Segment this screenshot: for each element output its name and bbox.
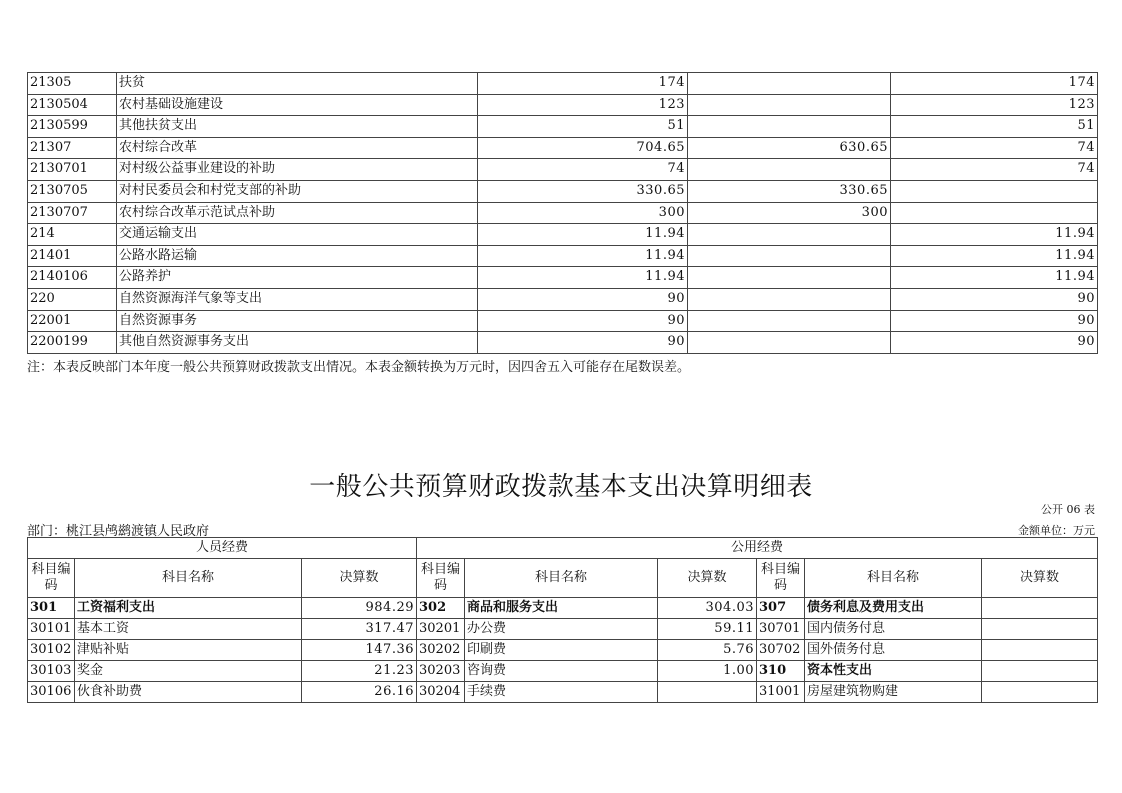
table-row: [28, 73, 1098, 95]
amount-total-cell: 90: [478, 332, 688, 354]
amount-basic-cell: [688, 267, 891, 289]
subject-name-cell: 国外债务付息: [805, 640, 982, 661]
subject-code-cell: 302: [417, 598, 465, 619]
amount-total-cell: 704.65: [478, 137, 688, 159]
amount-basic-cell: [688, 224, 891, 246]
table-row: [28, 332, 1098, 354]
subject-code-cell: 301: [28, 598, 75, 619]
amount-total-cell: 90: [478, 310, 688, 332]
subject-name-cell: 其他自然资源事务支出: [117, 332, 478, 354]
amount-cell: [658, 682, 757, 703]
amount-project-cell: [891, 202, 1098, 224]
amount-project-cell: 74: [891, 137, 1098, 159]
subject-name-cell: 农村综合改革: [117, 137, 478, 159]
detail-table-body: [28, 538, 1098, 703]
amount-project-cell: 11.94: [891, 224, 1098, 246]
col-code-header: 科目编码: [417, 559, 465, 598]
subject-code-cell: 2130707: [28, 202, 117, 224]
col-amount-header: 决算数: [658, 559, 757, 598]
amount-cell: 5.76: [658, 640, 757, 661]
table-row: [28, 137, 1098, 159]
subject-code-cell: 30101: [28, 619, 75, 640]
amount-cell: 59.11: [658, 619, 757, 640]
amount-basic-cell: [688, 159, 891, 181]
amount-basic-cell: [688, 116, 891, 138]
subject-code-cell: 30102: [28, 640, 75, 661]
subject-name-cell: 伙食补助费: [75, 682, 302, 703]
amount-project-cell: 123: [891, 94, 1098, 116]
department-label: 部门：桃江县鸬鹚渡镇人民政府: [27, 524, 210, 539]
col-name-header: 科目名称: [75, 559, 302, 598]
subject-name-cell: 房屋建筑物购建: [805, 682, 982, 703]
subject-code-cell: 2130705: [28, 180, 117, 202]
amount-cell: [982, 682, 1098, 703]
amount-cell: [982, 598, 1098, 619]
table-row: [28, 682, 1098, 703]
amount-project-cell: 90: [891, 288, 1098, 310]
subject-name-cell: 资本性支出: [805, 661, 982, 682]
amount-project-cell: 74: [891, 159, 1098, 181]
table-row: [28, 245, 1098, 267]
table-row: [28, 661, 1098, 682]
subject-name-cell: 债务利息及费用支出: [805, 598, 982, 619]
subject-code-cell: 2130599: [28, 116, 117, 138]
subject-name-cell: 公路水路运输: [117, 245, 478, 267]
col-code-header: 科目编码: [28, 559, 75, 598]
col-amount-header: 决算数: [982, 559, 1098, 598]
col-code-header: 科目编码: [757, 559, 805, 598]
col-name-header: 科目名称: [805, 559, 982, 598]
personnel-expense-group: 人员经费: [28, 538, 417, 559]
amount-basic-cell: [688, 73, 891, 95]
amount-project-cell: 51: [891, 116, 1098, 138]
subject-name-cell: 基本工资: [75, 619, 302, 640]
expenditure-table-continued: [27, 72, 1098, 354]
expenditure-table-body: [28, 73, 1098, 354]
amount-total-cell: 11.94: [478, 267, 688, 289]
amount-basic-cell: [688, 288, 891, 310]
amount-project-cell: 11.94: [891, 267, 1098, 289]
subject-code-cell: 2130701: [28, 159, 117, 181]
subject-name-cell: 印刷费: [465, 640, 658, 661]
subject-name-cell: 商品和服务支出: [465, 598, 658, 619]
public-expense-group: 公用经费: [417, 538, 1098, 559]
subject-name-cell: 农村基础设施建设: [117, 94, 478, 116]
amount-cell: 21.23: [302, 661, 417, 682]
subject-code-cell: 21305: [28, 73, 117, 95]
table-row: [28, 94, 1098, 116]
basic-expenditure-detail-table: [27, 537, 1098, 703]
amount-total-cell: 90: [478, 288, 688, 310]
amount-total-cell: 300: [478, 202, 688, 224]
table-note: 注：本表反映部门本年度一般公共预算财政拨款支出情况。本表金额转换为万元时，因四舍五入可能存在尾数误差。: [27, 360, 691, 375]
amount-project-cell: [891, 180, 1098, 202]
amount-basic-cell: [688, 245, 891, 267]
subject-code-cell: 21307: [28, 137, 117, 159]
amount-total-cell: 11.94: [478, 245, 688, 267]
subject-name-cell: 津贴补贴: [75, 640, 302, 661]
table-row: [28, 224, 1098, 246]
form-code: 公开 06 表: [1041, 503, 1095, 516]
column-header-row: [28, 559, 1098, 598]
subject-code-cell: 30202: [417, 640, 465, 661]
subject-code-cell: 2140106: [28, 267, 117, 289]
col-amount-header: 决算数: [302, 559, 417, 598]
amount-total-cell: 123: [478, 94, 688, 116]
subject-name-cell: 对村民委员会和村党支部的补助: [117, 180, 478, 202]
subject-code-cell: 307: [757, 598, 805, 619]
subject-name-cell: 交通运输支出: [117, 224, 478, 246]
group-header-row: [28, 538, 1098, 559]
subject-name-cell: 对村级公益事业建设的补助: [117, 159, 478, 181]
amount-cell: 304.03: [658, 598, 757, 619]
subject-name-cell: 自然资源事务: [117, 310, 478, 332]
subject-code-cell: 214: [28, 224, 117, 246]
col-name-header: 科目名称: [465, 559, 658, 598]
amount-project-cell: 90: [891, 310, 1098, 332]
subject-name-cell: 工资福利支出: [75, 598, 302, 619]
amount-cell: [982, 640, 1098, 661]
amount-cell: 1.00: [658, 661, 757, 682]
subject-code-cell: 30201: [417, 619, 465, 640]
subject-code-cell: 30103: [28, 661, 75, 682]
amount-basic-cell: 630.65: [688, 137, 891, 159]
page-title: 一般公共预算财政拨款基本支出决算明细表: [309, 472, 813, 502]
table-row: [28, 267, 1098, 289]
amount-basic-cell: [688, 310, 891, 332]
amount-basic-cell: [688, 94, 891, 116]
subject-name-cell: 其他扶贫支出: [117, 116, 478, 138]
amount-total-cell: 51: [478, 116, 688, 138]
subject-name-cell: 扶贫: [117, 73, 478, 95]
table-row: [28, 116, 1098, 138]
subject-code-cell: 30204: [417, 682, 465, 703]
subject-code-cell: 30106: [28, 682, 75, 703]
subject-code-cell: 220: [28, 288, 117, 310]
amount-total-cell: 11.94: [478, 224, 688, 246]
amount-basic-cell: [688, 332, 891, 354]
subject-name-cell: 咨询费: [465, 661, 658, 682]
amount-total-cell: 74: [478, 159, 688, 181]
amount-unit-label: 金额单位：万元: [1018, 524, 1095, 537]
subject-code-cell: 31001: [757, 682, 805, 703]
amount-cell: 147.36: [302, 640, 417, 661]
subject-code-cell: 30701: [757, 619, 805, 640]
table-row: [28, 159, 1098, 181]
subject-code-cell: 2130504: [28, 94, 117, 116]
subject-code-cell: 30203: [417, 661, 465, 682]
amount-basic-cell: 300: [688, 202, 891, 224]
amount-cell: [982, 619, 1098, 640]
subject-code-cell: 21401: [28, 245, 117, 267]
table-row: [28, 310, 1098, 332]
amount-cell: 317.47: [302, 619, 417, 640]
table-row: [28, 202, 1098, 224]
subject-name-cell: 农村综合改革示范试点补助: [117, 202, 478, 224]
amount-cell: 26.16: [302, 682, 417, 703]
amount-total-cell: 330.65: [478, 180, 688, 202]
amount-project-cell: 11.94: [891, 245, 1098, 267]
amount-cell: [982, 661, 1098, 682]
subject-name-cell: 国内债务付息: [805, 619, 982, 640]
amount-project-cell: 90: [891, 332, 1098, 354]
table-row: [28, 640, 1098, 661]
subject-name-cell: 手续费: [465, 682, 658, 703]
table-row: [28, 598, 1098, 619]
table-row: [28, 619, 1098, 640]
subject-name-cell: 公路养护: [117, 267, 478, 289]
table-row: [28, 288, 1098, 310]
subject-code-cell: 22001: [28, 310, 117, 332]
amount-project-cell: 174: [891, 73, 1098, 95]
subject-code-cell: 30702: [757, 640, 805, 661]
amount-basic-cell: 330.65: [688, 180, 891, 202]
subject-code-cell: 310: [757, 661, 805, 682]
subject-name-cell: 办公费: [465, 619, 658, 640]
subject-code-cell: 2200199: [28, 332, 117, 354]
amount-total-cell: 174: [478, 73, 688, 95]
subject-name-cell: 奖金: [75, 661, 302, 682]
amount-cell: 984.29: [302, 598, 417, 619]
subject-name-cell: 自然资源海洋气象等支出: [117, 288, 478, 310]
table-row: [28, 180, 1098, 202]
